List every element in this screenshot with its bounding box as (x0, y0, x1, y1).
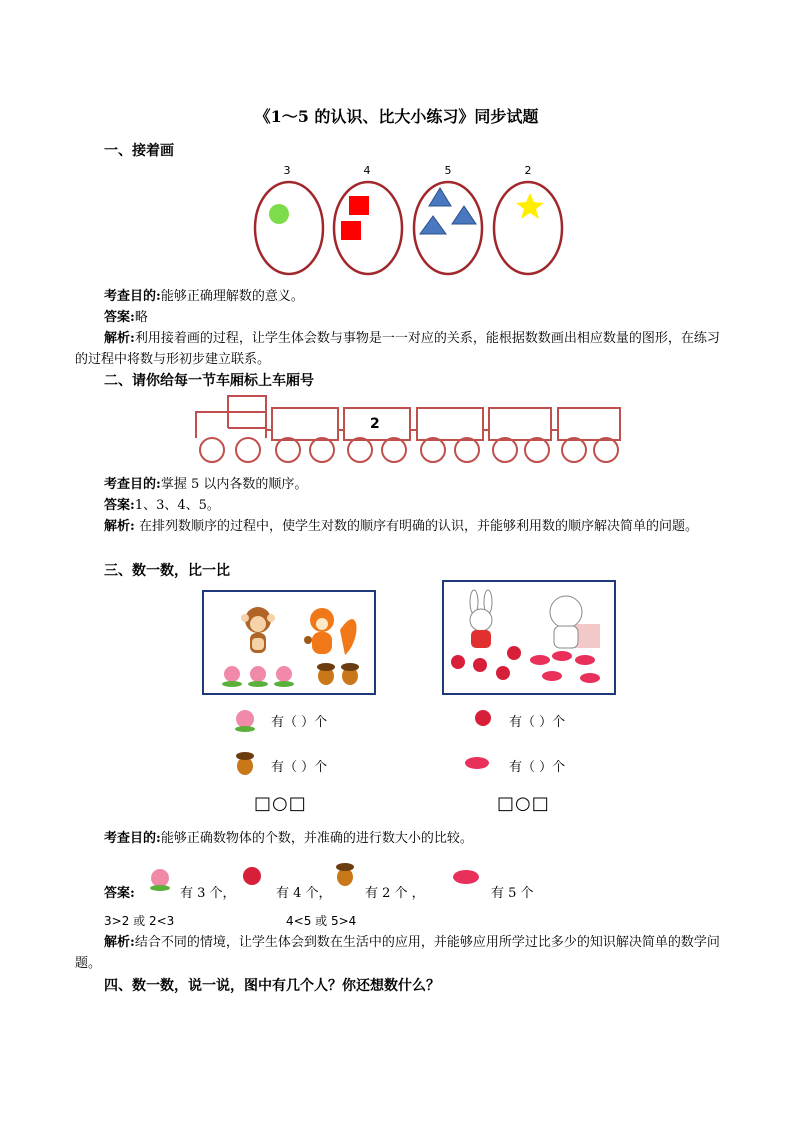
acorn-count-blank: 有（ ）个 (271, 760, 328, 775)
count-label-4: 2 (524, 164, 532, 177)
section-3-heading: 三、数一数，比一比 (104, 563, 230, 579)
section-1-analysis: 解析:利用接着画的过程，让学生体会数与事物是一一对应的关系，能根据数数画出相应数量的图形，在练习的过程中将数与形初步建立联系。 (75, 331, 720, 367)
section-3-purpose: 考查目的:能够正确数物体的个数，并准确的进行数大小的比较。 (104, 831, 473, 846)
section-4-heading: 四、数一数，说一说，图中有几个人？你还想数什么？ (104, 978, 440, 994)
fish-count-blank: 有（ ）个 (509, 760, 566, 775)
section-1-heading: 一、接着画 (104, 143, 174, 159)
compare-answer-right: 4<5 或 5>4 (286, 914, 357, 928)
answer-acorn-text: 有 2 个 ， (365, 886, 425, 901)
car-number-label: 2 (370, 416, 380, 432)
answer-radish-icon (243, 867, 261, 885)
section-2-answer: 答案:1、3、4、5。 (104, 498, 220, 513)
section-1-answer: 答案:略 (104, 310, 148, 325)
answer-fish-text: 有 5 个 (491, 886, 534, 901)
left-compare-boxes: □○□ (254, 793, 307, 814)
answer-radish-text: 有 4 个， (276, 886, 332, 901)
answer-fish-icon (453, 870, 479, 884)
count-label-1: 3 (283, 164, 291, 177)
section-2-analysis: 解析: 在排列数顺序的过程中，使学生对数的顺序有明确的认识，并能够利用数的顺序解决简单的问题。 (104, 519, 698, 534)
answer-peach-icon (151, 869, 169, 887)
section-3-answer-label: 答案: (104, 886, 135, 901)
section-3-analysis: 解析:结合不同的情境，让学生体会到数在生活中的应用，并能够应用所学过比多少的知识解决简单的数学问题。 (75, 935, 720, 971)
count-label-3: 5 (444, 164, 452, 177)
section-1-purpose: 考查目的:能够正确理解数的意义。 (104, 289, 304, 304)
peach-count-blank: 有（ ）个 (271, 715, 328, 730)
count-label-2: 4 (363, 164, 371, 177)
section-2-heading: 二、请你给每一节车厢标上车厢号 (104, 373, 314, 389)
radish-count-blank: 有（ ）个 (509, 715, 566, 730)
right-compare-boxes: □○□ (497, 793, 550, 814)
page-title: 《1～5 的认识、比大小练习》同步试题 (254, 107, 539, 126)
compare-answer-left: 3>2 或 2<3 (104, 914, 175, 928)
section-2-purpose: 考查目的:掌握 5 以内各数的顺序。 (104, 477, 308, 492)
answer-peach-text: 有 3 个， (180, 886, 236, 901)
